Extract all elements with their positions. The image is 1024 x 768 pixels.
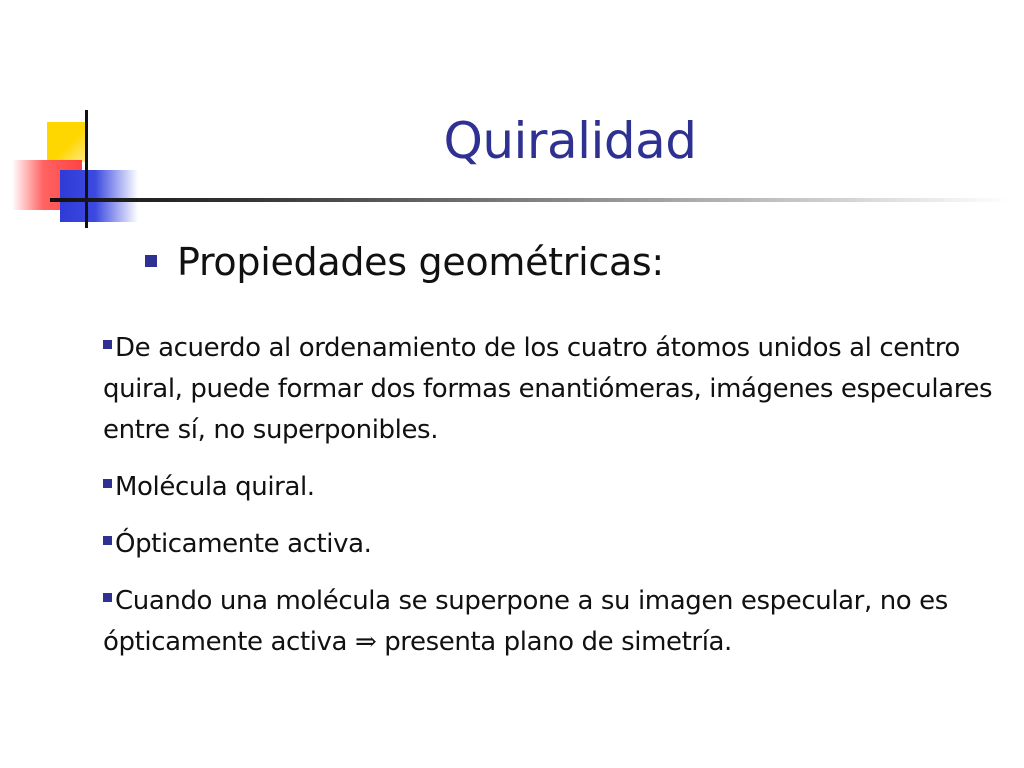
list-item [103,581,993,663]
list-item [103,467,993,508]
bullet-list [103,328,993,679]
title-underline-rule [50,198,1010,202]
list-item [103,524,993,565]
small-blue-square-bullet-icon [103,340,112,349]
list-item-text: Ópticamente activa. [115,529,372,559]
small-blue-square-bullet-icon [103,593,112,602]
implies-arrow-icon: ⇒ [354,627,377,657]
section-heading-text: Propiedades geométricas: [177,240,664,284]
list-item-text: Molécula quiral. [115,472,315,502]
colored-squares-logo-icon [0,0,200,240]
yellow-square-decoration [47,122,87,162]
list-item-text: De acuerdo al ordenamiento de los cuatro átomos unidos al centro quiral, puede formar dos formas enantiómeras, imágenes especulares entre sí, no superponibles. [103,333,993,445]
small-blue-square-bullet-icon [103,479,112,488]
blue-square-decoration [60,170,138,222]
vertical-rule [85,110,88,228]
blue-square-bullet-icon [145,255,157,267]
section-heading [145,240,664,284]
list-item-text-continued: presenta plano de simetría. [376,627,732,657]
small-blue-square-bullet-icon [103,536,112,545]
list-item-text: Cuando una molécula se superpone a su imagen especular, no es ópticamente activa [103,586,948,657]
list-item [103,328,993,451]
slide-title: Quiralidad [443,112,697,170]
